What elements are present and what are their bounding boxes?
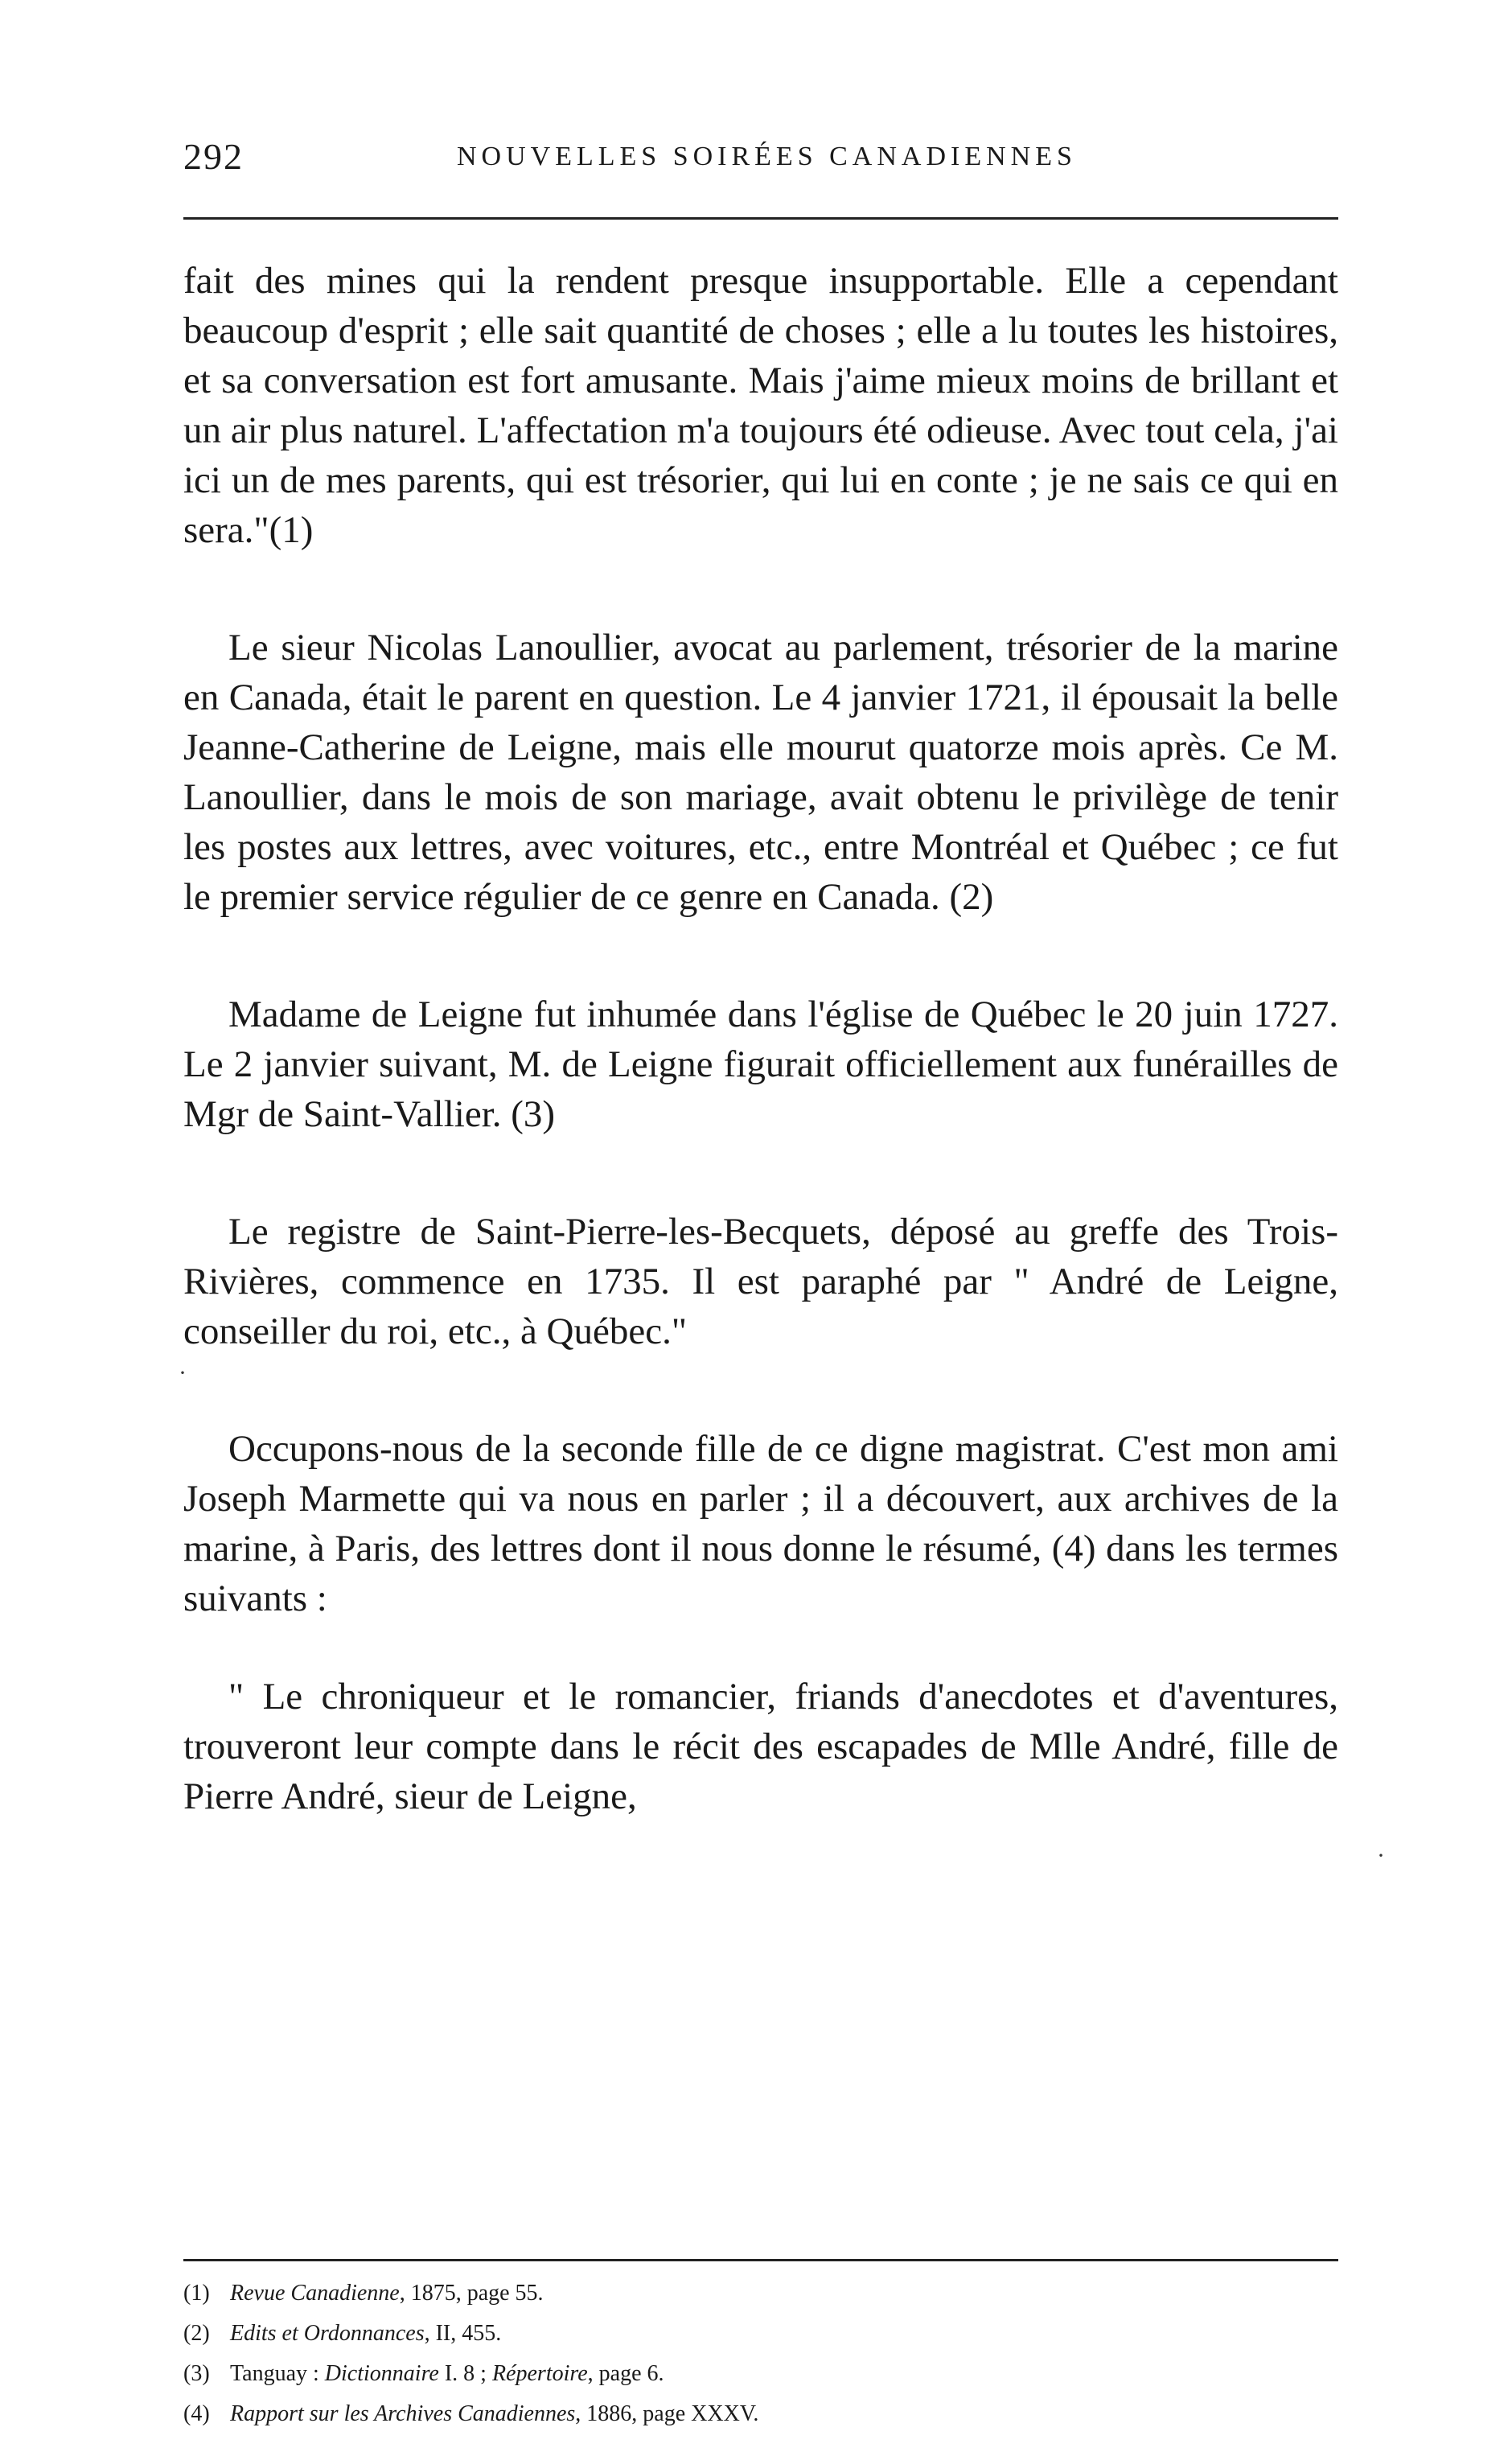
paragraph-3: Madame de Leigne fut inhumée dans l'église de Québec le 20 juin 1727. Le 2 janvier suivant, M. de Leigne figurait officiellement aux funérailles de Mgr de Saint-Vallier. (3) <box>183 994 1338 1135</box>
footnote-source-title: Dictionnaire <box>324 2361 439 2386</box>
footnote-number: (1) <box>183 2281 210 2306</box>
footnote-author: Tanguay : <box>230 2361 325 2386</box>
footnote-number: (2) <box>183 2321 210 2346</box>
paragraph-2: Le sieur Nicolas Lanoullier, avocat au parlement, trésorier de la marine en Canada, était le parent en question. Le 4 janvier 1721, il épousait la belle Jeanne-Catherine de Leigne, mais elle mourut quatorze mois après. Ce M. Lanoullier, dans le mois de son mariage, avait obtenu le privilège de tenir les postes aux lettres, avec voitures, etc., entre Montréal et Québec ; ce fut le premier service régulier de ce genre en Canada. (2) <box>183 627 1338 918</box>
paragraph-4: Le registre de Saint-Pierre-les-Becquets, déposé au greffe des Trois-Rivières, commence en 1735. Il est paraphé par " André de Leigne, conseiller du roi, etc., à Québec." <box>183 1211 1338 1352</box>
footnote-number: (4) <box>183 2401 210 2426</box>
footnote-source-title: Revue Canadienne <box>230 2281 400 2306</box>
running-title: NOUVELLES SOIRÉES CANADIENNES <box>457 142 1077 171</box>
footnote-reference: , 1886, page XXXV. <box>575 2401 759 2426</box>
footnotes <box>183 2273 1338 2434</box>
body-text <box>183 256 1338 1821</box>
footnote-reference: , II, 455. <box>424 2321 502 2346</box>
paragraph-1: fait des mines qui la rendent presque insupportable. Elle a cependant beaucoup d'esprit ; elle sait quantité de choses ; elle a lu toutes les histoires, et sa conversation est fort amusante. Mais j'aime mieux moins de brillant et un air plus naturel. L'affectation m'a toujours été odieuse. Avec tout cela, j'ai ici un de mes parents, qui est trésorier, qui lui en conte ; je ne sais ce qui en sera."(1) <box>183 260 1338 551</box>
paragraph-5: Occupons-nous de la seconde fille de ce digne magistrat. C'est mon ami Joseph Marmette qui va nous en parler ; il a découvert, aux archives de la marine, à Paris, des lettres dont il nous donne le résumé, (4) dans les termes suivants : <box>183 1428 1338 1619</box>
footnote-reference: , 1875, page 55. <box>399 2281 544 2306</box>
footnote-1 <box>183 2273 1338 2314</box>
footnote-number: (3) <box>183 2361 210 2386</box>
margin-dot-mark: · <box>1377 1842 1385 1869</box>
footnote-3 <box>183 2354 1338 2394</box>
footnote-reference-mid: I. 8 ; <box>438 2361 492 2386</box>
footnote-reference: , page 6. <box>587 2361 664 2386</box>
margin-dot-mark: · <box>179 1360 187 1386</box>
header-rule <box>183 217 1338 220</box>
footnote-source-title: Rapport sur les Archives Canadiennes <box>230 2401 576 2426</box>
page-header <box>183 135 1333 183</box>
footnote-2 <box>183 2314 1338 2354</box>
footnote-source-title-2: Répertoire <box>491 2361 588 2386</box>
footnote-source-title: Edits et Ordonnances <box>230 2321 425 2346</box>
paragraph-6: " Le chroniqueur et le romancier, friands d'anecdotes et d'aventures, trouveront leur compte dans le récit des escapades de Mlle André, fille de Pierre André, sieur de Leigne, <box>183 1676 1338 1817</box>
page-number: 292 <box>183 136 244 177</box>
footnote-rule <box>183 2259 1338 2261</box>
footnote-4 <box>183 2394 1338 2434</box>
